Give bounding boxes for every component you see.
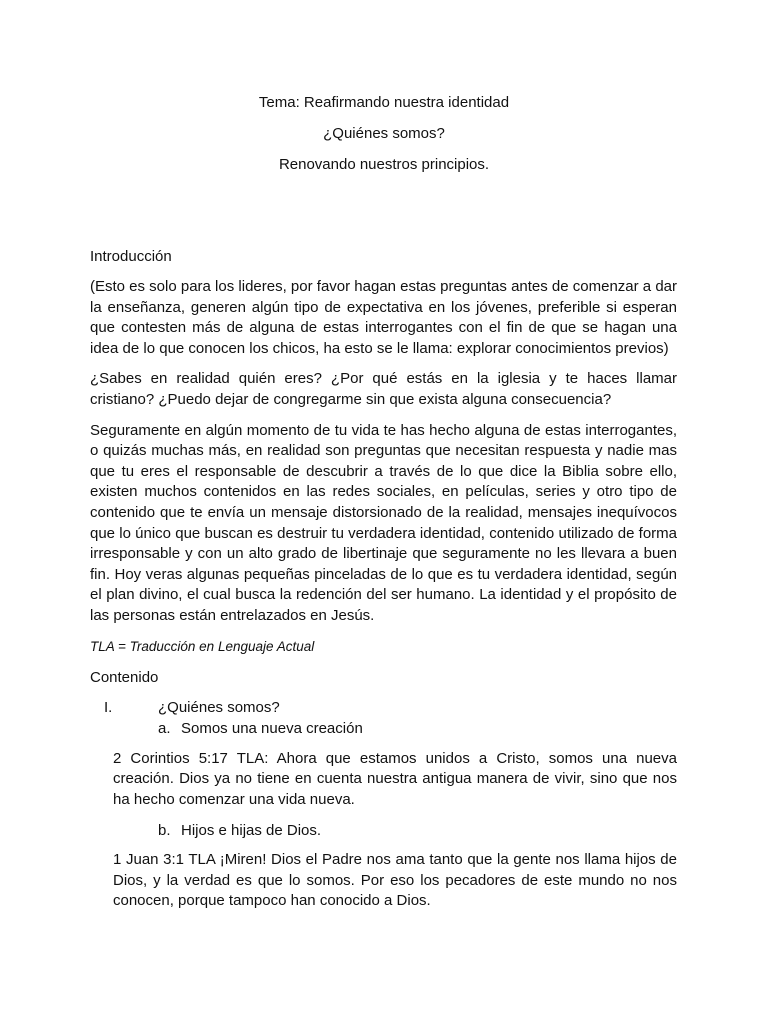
tla-note: TLA = Traducción en Lenguaje Actual xyxy=(90,638,315,654)
subitem-letter: a. xyxy=(158,719,171,737)
list-subitem-a xyxy=(90,718,677,739)
subitem-title: Hijos e hijas de Dios. xyxy=(181,822,322,840)
topic-subtitle: Renovando nuestros principios. xyxy=(278,156,490,173)
list-subitem-b xyxy=(90,820,677,841)
verse-1-juan: 1 Juan 3:1 TLA ¡Miren! Dios el Padre nos ama tanto que la gente nos llama hijos de Dios, y la verdad es que lo somos. Por eso los pecadores de este mundo no nos conocen, porque tampoco han conocido a Dios. xyxy=(113,851,677,910)
intro-body: Seguramente en algún momento de tu vida te has hecho alguna de estas interrogantes, o quizás muchas más, en realidad son preguntas que necesitan respuesta y nadie mas que tu eres el responsable de descubrir a través de lo que dice la Biblia sobre ello, existen muchos contenidos en las redes sociales, en películas, series y otro tipo de contenido que te envía un mensaje distorsionado de la realidad, mensajes inequívocos que lo único que buscan es destruir tu verdadera identidad, contenido utilizado de forma irresponsable y con un alto grado de libertinaje que seguramente no les llevara a buen fin. Hoy veras algunas pequeñas pinceladas de lo que es tu verdadera identidad, según el plan divino, el cual busca la redención del ser humano. La identidad y el propósito de las personas están entrelazados en Jesús. xyxy=(90,421,677,624)
content-heading: Contenido xyxy=(90,668,159,686)
intro-leader-note: (Esto es solo para los lideres, por favor hagan estas preguntas antes de comenzar a dar la enseñanza, generen algún tipo de expectativa en los jóvenes, preferible si esperan que contesten más de alguna de estas interrogantes con el fin de que se hagan una idea de lo que conocen los chicos, ha esto se le llama: explorar conocimientos previos) xyxy=(90,278,677,357)
document-body xyxy=(90,246,677,912)
intro-questions: ¿Sabes en realidad quién eres? ¿Por qué estás en la iglesia y te haces llamar cristiano? ¿Puedo dejar de congregarme sin que exista alguna consecuencia? xyxy=(90,370,677,408)
topic-title: Tema: Reafirmando nuestra identidad xyxy=(258,94,510,111)
subitem-letter: b. xyxy=(158,822,171,840)
document-header xyxy=(0,92,768,185)
subitem-title: Somos una nueva creación xyxy=(181,719,363,737)
verse-2-corintios: 2 Corintios 5:17 TLA: Ahora que estamos unidos a Cristo, somos una nueva creación. Dios ya no tiene en cuenta nuestra antigua manera de vivir, sino que nos ha hecho comenzar una vida nueva. xyxy=(113,749,677,808)
list-number: I. xyxy=(104,698,113,716)
topic-question: ¿Quiénes somos? xyxy=(323,125,445,142)
intro-heading: Introducción xyxy=(90,248,172,265)
list-item-1 xyxy=(90,697,677,718)
list-item-title: ¿Quiénes somos? xyxy=(158,698,280,716)
